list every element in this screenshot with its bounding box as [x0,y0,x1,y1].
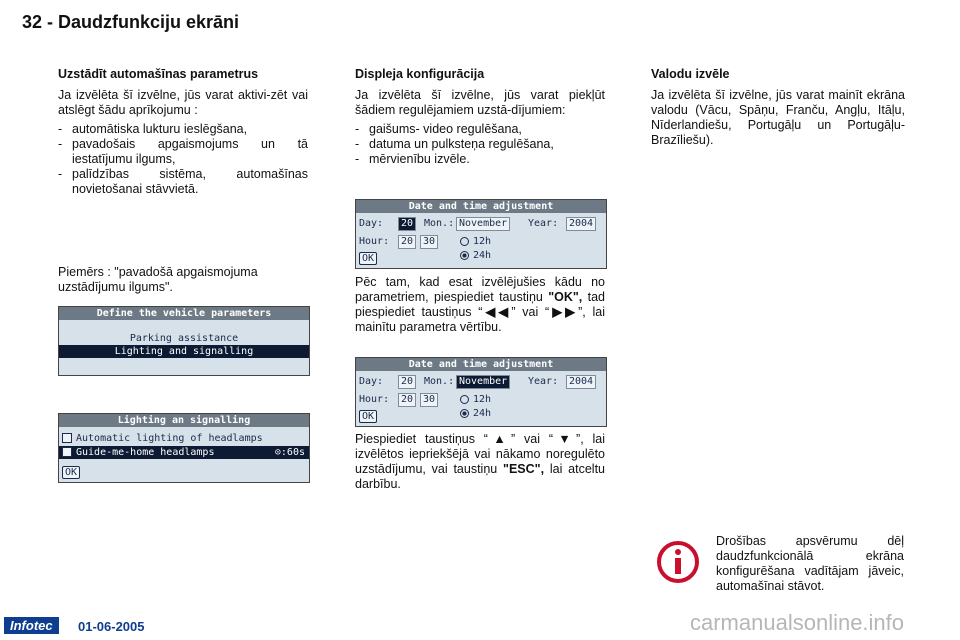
option-label: Automatic lighting of headlamps [76,433,263,444]
rewind-icon: ◀◀ [482,305,512,319]
screen-date-time-day [355,199,607,269]
hour-field[interactable]: 20 [398,235,416,249]
day-field[interactable]: 20 [398,217,416,231]
radio-checked-icon [460,409,469,418]
page-title: 32 - Daudzfunkciju ekrāni [22,12,240,32]
vehicle-params-heading: Uzstādīt automašīnas parametrus [58,67,259,81]
ok-key-label: "OK", [548,290,583,304]
instructions-esc: Piespiediet taustiņus “▲” vai “▼”, lai izvēlētos iepriekšējā vai nākamo noregulēto uzstādījumu, vai taustiņu "ESC", lai atceltu darbību. [355,432,606,491]
watermark: carmanualsonline.info [690,610,905,635]
display-config-intro: Ja izvēlēta šī izvēlne, jūs varat piekļūt šādiem regulējamiem uzstā-dījumiem: [355,88,605,117]
infotec-logo: Infotec [4,617,59,634]
list-item: - automātiska lukturu ieslēgšana, [58,122,308,137]
esc-key-label: "ESC", [503,462,545,476]
screen-date-time-month [355,357,607,427]
hour-label: Hour: [359,394,390,405]
safety-note: Drošības apsvērumu dēļ daudzfunkcionālā ekrāna konfigurēšana vadītājam jāveic, automašīnai stāvot. [716,534,904,593]
fast-forward-icon: ▶▶ [549,305,579,319]
minute-field[interactable]: 30 [420,235,438,249]
screen-title: Lighting an signalling [59,414,309,427]
example-text: Piemērs : "pavadošā apgaismojuma uzstādījumu ilgums". [58,265,258,294]
option-auto-lighting[interactable] [62,433,263,444]
clock-icon: ⊙ [274,447,281,458]
screen-title: Date and time adjustment [356,200,606,213]
language-heading: Valodu izvēle [651,67,730,81]
print-date: 01-06-2005 [78,619,145,634]
year-label: Year: [528,376,559,387]
radio-12h[interactable]: 12h [460,236,491,247]
checkbox-icon[interactable] [62,433,72,443]
year-field[interactable]: 2004 [566,375,596,389]
radio-checked-icon [460,251,469,260]
list-item: - gaišums- video regulēšana, [355,122,605,137]
col-language [651,67,905,152]
list-item: - datuma un pulksteņa regulēšana, [355,137,605,152]
col-display-config [355,67,605,167]
ok-button[interactable]: OK [62,466,80,479]
option-guide-me-home[interactable] [59,446,309,459]
screen-title: Define the vehicle parameters [59,307,309,320]
list-item: - pavadošais apgaismojums un tā iestatījumu ilgums, [58,137,308,167]
radio-icon [460,395,469,404]
duration-value[interactable]: ⊙:60s [274,447,305,458]
radio-12h[interactable]: 12h [460,394,491,405]
day-field[interactable]: 20 [398,375,416,389]
display-config-heading: Displeja konfigurācija [355,67,485,81]
hour-field[interactable]: 20 [398,393,416,407]
screen-lighting [58,413,310,483]
radio-24h[interactable]: 24h [460,408,491,419]
arrow-up-icon: ▲ [487,432,512,446]
hour-label: Hour: [359,236,390,247]
language-text: Ja izvēlēta šī izvēlne, jūs varat mainīt ekrāna valodu (Vācu, Spāņu, Franču, Angļu, Itāļu, Nīderlandiešu, Portugāļu un Portugāļu- Brazīliešu). [651,88,905,147]
month-field[interactable]: November [456,217,510,231]
arrow-down-icon: ▼ [552,432,577,446]
option-label: Guide-me-home headlamps [76,447,215,458]
month-label: Mon.: [424,218,455,229]
menu-item-lighting[interactable]: Lighting and signalling [59,345,309,358]
day-label: Day: [359,218,384,229]
day-label: Day: [359,376,384,387]
info-icon [656,540,700,584]
vehicle-params-list [58,122,308,197]
radio-icon [460,237,469,246]
checkbox-checked-icon[interactable]: ✓ [62,447,72,457]
minute-field[interactable]: 30 [420,393,438,407]
display-config-list [355,122,605,167]
ok-button[interactable]: OK [359,410,377,423]
vehicle-params-intro: Ja izvēlēta šī izvēlne, jūs varat aktivi-zēt vai atslēgt šādu aprīkojumu : [58,88,308,117]
screen-title: Date and time adjustment [356,358,606,371]
year-field[interactable]: 2004 [566,217,596,231]
col-vehicle-params [58,67,308,197]
instructions-ok: Pēc tam, kad esat izvēlējušies kādu no parametriem, piespiediet taustiņu "OK", tad piespiediet taustiņus “◀◀” vai “▶▶”, lai mainītu parametra vērtību. [355,275,605,334]
month-field[interactable]: November [456,375,510,389]
ok-button[interactable]: OK [359,252,377,265]
menu-item-parking[interactable]: Parking assistance [129,333,239,344]
list-item: - palīdzības sistēma, automašīnas novietošanai stāvvietā. [58,167,308,197]
list-item: - mērvienību izvēle. [355,152,605,167]
screen-vehicle-params [58,306,310,376]
radio-24h[interactable]: 24h [460,250,491,261]
month-label: Mon.: [424,376,455,387]
year-label: Year: [528,218,559,229]
